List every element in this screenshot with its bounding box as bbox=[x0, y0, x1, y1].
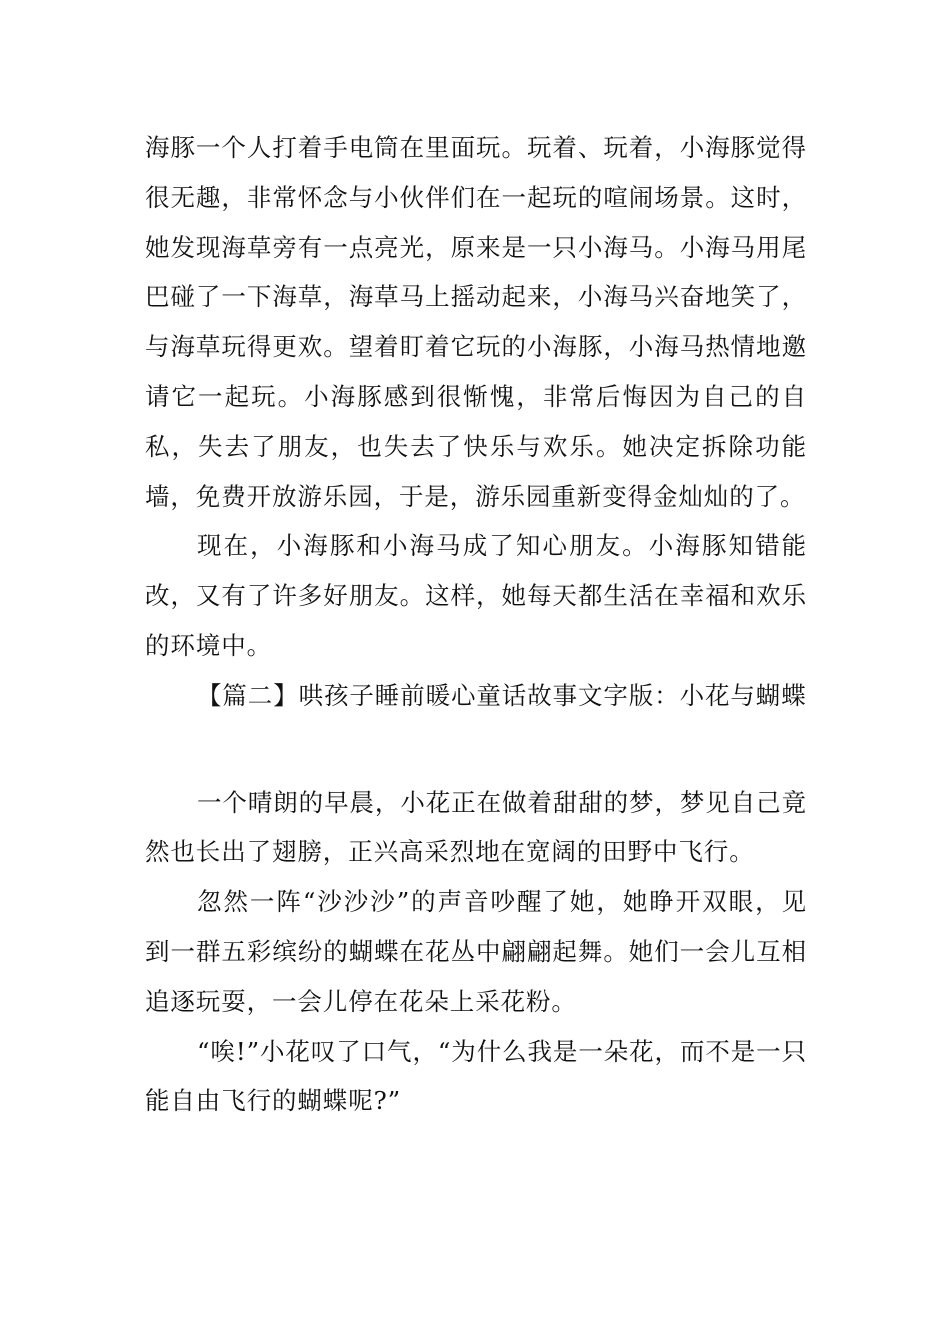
blank-line bbox=[145, 721, 807, 778]
paragraph-flower-sigh: “唉!”小花叹了口气，“为什么我是一朵花，而不是一只能自由飞行的蝴蝶呢?” bbox=[145, 1036, 807, 1116]
paragraph-flower-dream: 一个晴朗的早晨，小花正在做着甜甜的梦，梦见自己竟然也长出了翅膀，正兴高采烈地在宽阔的田野中飞行。 bbox=[145, 787, 807, 867]
paragraph-butterflies: 忽然一阵“沙沙沙”的声音吵醒了她，她睁开双眼，见到一群五彩缤纷的蝴蝶在花丛中翩翩起舞。她们一会儿互相追逐玩耍，一会儿停在花朵上采花粉。 bbox=[145, 887, 807, 1016]
section-heading: 【篇二】哄孩子睡前暖心童话故事文字版：小花与蝴蝶 bbox=[197, 680, 807, 710]
paragraph-dolphin-story-ending: 海豚一个人打着手电筒在里面玩。玩着、玩着，小海豚觉得很无趣，非常怀念与小伙伴们在一起玩的喧闹场景。这时，她发现海草旁有一点亮光，原来是一只小海马。小海马用尾巴碰了一下海草，海草马上摇动起来，小海马兴奋地笑了，与海草玩得更欢。望着盯着它玩的小海豚，小海马热情地邀请它一起玩。小海豚感到很惭愧，非常后悔因为自己的自私，失去了朋友，也失去了快乐与欢乐。她决定拆除功能墙，免费开放游乐园，于是，游乐园重新变得金灿灿的了。 bbox=[145, 133, 807, 511]
paragraph-dolphin-friends: 现在，小海豚和小海马成了知心朋友。小海豚知错能改，又有了许多好朋友。这样，她每天都生活在幸福和欢乐的环境中。 bbox=[145, 531, 807, 660]
document-body bbox=[145, 123, 807, 1126]
